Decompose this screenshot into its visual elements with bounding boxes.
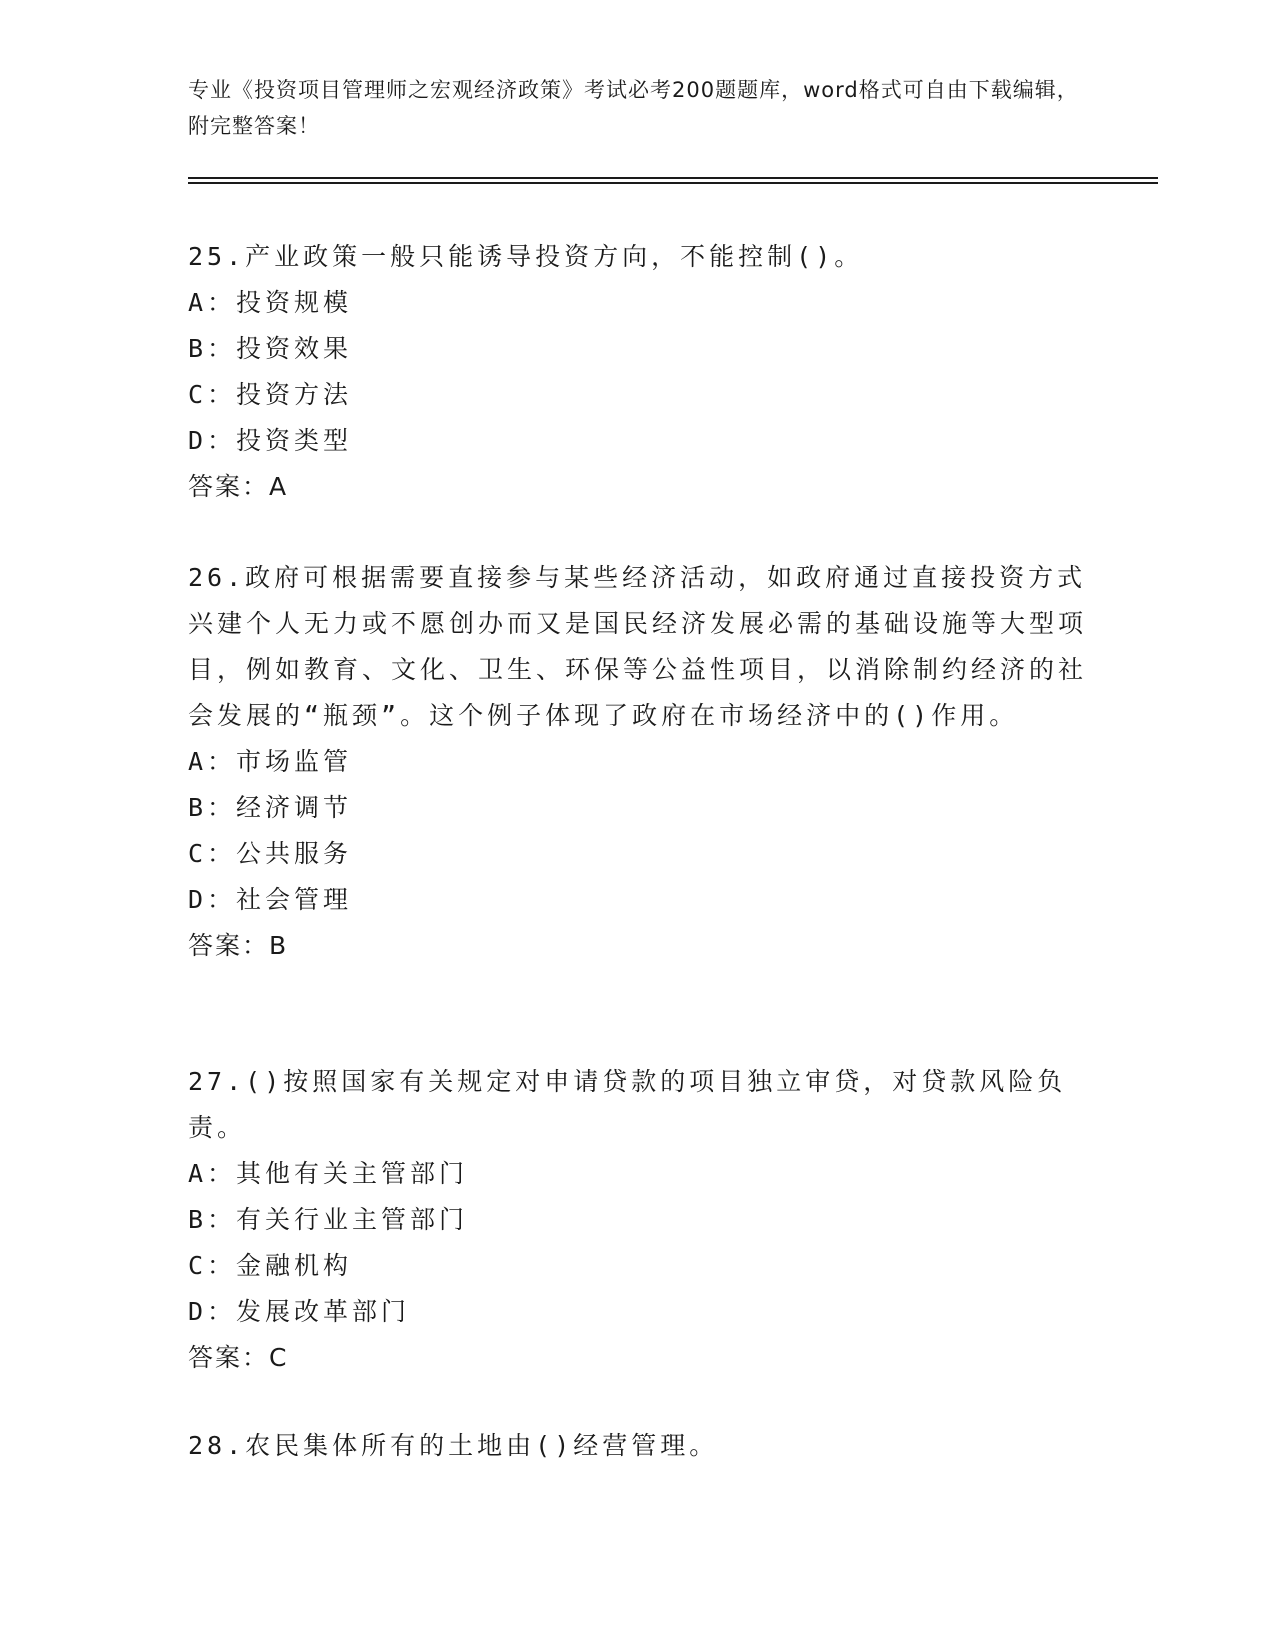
option-b: B：经济调节	[188, 793, 353, 822]
document-header: 专业《投资项目管理师之宏观经济政策》考试必考200题题库，word格式可自由下载编辑，附完整答案！	[188, 78, 1079, 138]
answer: 答案：C	[188, 1343, 289, 1372]
option-c: C：金融机构	[188, 1251, 353, 1280]
option-d: D：发展改革部门	[188, 1297, 411, 1326]
question-28	[188, 1423, 1088, 1469]
option-d: D：社会管理	[188, 885, 353, 914]
option-a: A：投资规模	[188, 288, 353, 317]
option-b: B：有关行业主管部门	[188, 1205, 469, 1234]
answer: 答案：B	[188, 931, 289, 960]
option-b: B：投资效果	[188, 334, 353, 363]
option-c: C：公共服务	[188, 839, 353, 868]
question-25	[188, 234, 1088, 510]
question-stem: 26.政府可根据需要直接参与某些经济活动，如政府通过直接投资方式兴建个人无力或不愿创办而又是国民经济发展必需的基础设施等大型项目，例如教育、文化、卫生、环保等公益性项目，以消除制约经济的社会发展的“瓶颈”。这个例子体现了政府在市场经济中的()作用。	[188, 563, 1088, 730]
header-rule-top	[188, 177, 1158, 179]
question-27	[188, 1059, 1088, 1381]
question-stem: 27.()按照国家有关规定对申请贷款的项目独立审贷，对贷款风险负责。	[188, 1067, 1067, 1142]
header-rule-bottom	[188, 182, 1158, 184]
option-c: C：投资方法	[188, 380, 353, 409]
option-d: D：投资类型	[188, 426, 353, 455]
question-26	[188, 555, 1088, 969]
question-stem: 25.产业政策一般只能诱导投资方向，不能控制()。	[188, 242, 864, 271]
option-a: A：其他有关主管部门	[188, 1159, 469, 1188]
question-stem: 28.农民集体所有的土地由()经营管理。	[188, 1431, 719, 1460]
answer: 答案：A	[188, 472, 289, 501]
option-a: A：市场监管	[188, 747, 353, 776]
